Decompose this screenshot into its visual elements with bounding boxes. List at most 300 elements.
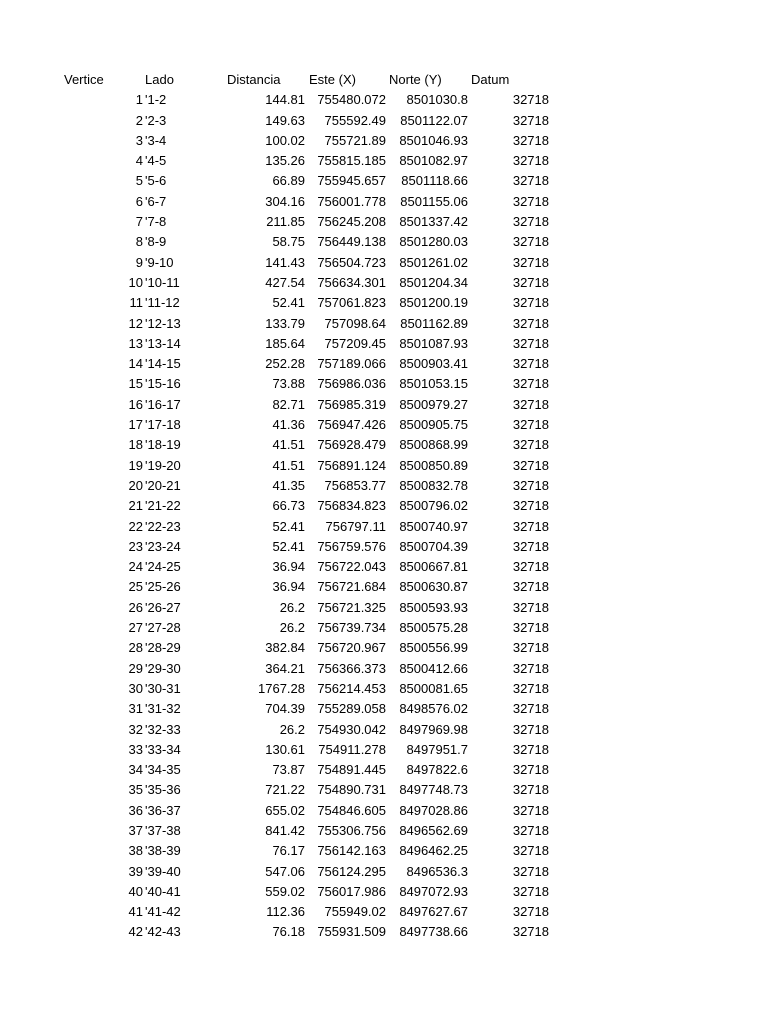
cell-norte: 8496462.25 xyxy=(399,843,468,859)
table-row xyxy=(0,354,768,374)
cell-norte: 8497028.86 xyxy=(399,802,468,818)
cell-vertice: 34 xyxy=(128,762,143,778)
cell-este: 756017.986 xyxy=(317,883,386,899)
cell-vertice: 24 xyxy=(128,559,143,575)
cell-norte: 8501053.15 xyxy=(399,376,468,392)
cell-datum: 32718 xyxy=(512,214,549,230)
cell-este: 756449.138 xyxy=(317,234,386,250)
table-row xyxy=(0,253,768,273)
cell-lado: '8-9 xyxy=(145,234,167,250)
cell-norte: 8500868.99 xyxy=(399,437,468,453)
cell-distancia: 141.43 xyxy=(265,254,305,270)
cell-distancia: 841.42 xyxy=(265,822,305,838)
cell-vertice: 28 xyxy=(128,640,143,656)
table-row xyxy=(0,618,768,638)
table-row xyxy=(0,111,768,131)
table-row xyxy=(0,841,768,861)
table-row xyxy=(0,476,768,496)
cell-distancia: 41.51 xyxy=(272,457,305,473)
cell-norte: 8501118.66 xyxy=(401,173,468,189)
cell-este: 756504.723 xyxy=(317,254,386,270)
cell-vertice: 22 xyxy=(128,518,143,534)
cell-datum: 32718 xyxy=(512,437,549,453)
cell-datum: 32718 xyxy=(512,518,549,534)
cell-vertice: 32 xyxy=(128,721,143,737)
header-datum: Datum xyxy=(471,72,510,87)
cell-norte: 8497748.73 xyxy=(399,782,468,798)
table-row xyxy=(0,902,768,922)
table-row xyxy=(0,435,768,455)
cell-datum: 32718 xyxy=(512,802,549,818)
cell-lado: '28-29 xyxy=(145,640,181,656)
cell-datum: 32718 xyxy=(512,579,549,595)
cell-este: 756366.373 xyxy=(317,660,386,676)
header-norte: Norte (Y) xyxy=(389,72,442,87)
cell-vertice: 37 xyxy=(128,822,143,838)
cell-este: 756722.043 xyxy=(317,559,386,575)
cell-este: 757189.066 xyxy=(317,356,386,372)
cell-este: 756928.479 xyxy=(317,437,386,453)
cell-norte: 8500796.02 xyxy=(399,498,468,514)
table-row xyxy=(0,577,768,597)
cell-norte: 8500630.87 xyxy=(399,579,468,595)
cell-datum: 32718 xyxy=(512,883,549,899)
table-row xyxy=(0,537,768,557)
cell-norte: 8501261.02 xyxy=(399,254,468,270)
cell-lado: '36-37 xyxy=(145,802,181,818)
cell-este: 756721.325 xyxy=(317,599,386,615)
cell-datum: 32718 xyxy=(512,640,549,656)
cell-norte: 8497951.7 xyxy=(406,741,468,757)
cell-lado: '18-19 xyxy=(145,437,181,453)
cell-distancia: 304.16 xyxy=(265,193,305,209)
cell-lado: '22-23 xyxy=(145,518,181,534)
cell-datum: 32718 xyxy=(512,599,549,615)
cell-distancia: 36.94 xyxy=(272,559,305,575)
cell-lado: '1-2 xyxy=(145,92,167,108)
header-este: Este (X) xyxy=(309,72,356,87)
coordinates-table xyxy=(0,70,768,943)
cell-datum: 32718 xyxy=(512,741,549,757)
cell-vertice: 42 xyxy=(128,924,143,940)
cell-norte: 8500556.99 xyxy=(399,640,468,656)
cell-vertice: 40 xyxy=(128,883,143,899)
cell-norte: 8500081.65 xyxy=(399,680,468,696)
cell-distancia: 58.75 xyxy=(272,234,305,250)
cell-este: 756245.208 xyxy=(317,214,386,230)
cell-este: 756720.967 xyxy=(317,640,386,656)
table-row xyxy=(0,659,768,679)
cell-distancia: 655.02 xyxy=(265,802,305,818)
cell-vertice: 3 xyxy=(135,132,143,148)
cell-datum: 32718 xyxy=(512,356,549,372)
cell-datum: 32718 xyxy=(512,762,549,778)
cell-datum: 32718 xyxy=(512,254,549,270)
cell-distancia: 52.41 xyxy=(272,295,305,311)
cell-distancia: 66.73 xyxy=(272,498,305,514)
cell-vertice: 18 xyxy=(128,437,143,453)
cell-este: 755815.185 xyxy=(317,153,386,169)
table-row xyxy=(0,334,768,354)
table-row xyxy=(0,293,768,313)
cell-norte: 8498576.02 xyxy=(399,701,468,717)
cell-este: 755306.756 xyxy=(317,822,386,838)
cell-distancia: 144.81 xyxy=(265,92,305,108)
cell-norte: 8496562.69 xyxy=(399,822,468,838)
cell-vertice: 10 xyxy=(128,274,143,290)
cell-lado: '10-11 xyxy=(145,274,180,290)
cell-lado: '12-13 xyxy=(145,315,181,331)
cell-vertice: 36 xyxy=(128,802,143,818)
cell-este: 756739.734 xyxy=(317,620,386,636)
cell-lado: '27-28 xyxy=(145,620,181,636)
table-row xyxy=(0,131,768,151)
cell-este: 755949.02 xyxy=(324,904,386,920)
cell-este: 754890.731 xyxy=(317,782,386,798)
cell-norte: 8501204.34 xyxy=(399,274,468,290)
cell-vertice: 33 xyxy=(128,741,143,757)
cell-lado: '6-7 xyxy=(145,193,167,209)
cell-este: 756721.684 xyxy=(317,579,386,595)
table-row xyxy=(0,90,768,110)
cell-norte: 8501155.06 xyxy=(400,193,468,209)
cell-datum: 32718 xyxy=(512,112,549,128)
cell-vertice: 14 xyxy=(128,356,143,372)
cell-vertice: 23 xyxy=(128,538,143,554)
cell-distancia: 41.36 xyxy=(272,417,305,433)
header-vertice: Vertice xyxy=(64,72,104,87)
table-row xyxy=(0,679,768,699)
cell-este: 754846.605 xyxy=(317,802,386,818)
cell-lado: '7-8 xyxy=(145,214,167,230)
cell-norte: 8496536.3 xyxy=(406,863,468,879)
cell-norte: 8500740.97 xyxy=(399,518,468,534)
header-lado: Lado xyxy=(145,72,174,87)
cell-distancia: 100.02 xyxy=(265,132,305,148)
cell-lado: '34-35 xyxy=(145,762,181,778)
table-row xyxy=(0,699,768,719)
cell-norte: 8500850.89 xyxy=(399,457,468,473)
cell-lado: '40-41 xyxy=(145,883,181,899)
cell-datum: 32718 xyxy=(512,396,549,412)
table-row xyxy=(0,171,768,191)
cell-distancia: 211.85 xyxy=(266,214,305,230)
cell-distancia: 82.71 xyxy=(272,396,305,412)
cell-datum: 32718 xyxy=(512,315,549,331)
cell-distancia: 73.88 xyxy=(272,376,305,392)
table-row xyxy=(0,801,768,821)
cell-lado: '15-16 xyxy=(145,376,181,392)
cell-lado: '39-40 xyxy=(145,863,181,879)
table-body xyxy=(0,90,768,942)
table-row xyxy=(0,882,768,902)
table-row xyxy=(0,232,768,252)
cell-datum: 32718 xyxy=(512,173,549,189)
cell-lado: '38-39 xyxy=(145,843,181,859)
cell-este: 755721.89 xyxy=(324,132,386,148)
cell-este: 756797.11 xyxy=(325,518,386,534)
cell-este: 756634.301 xyxy=(317,274,386,290)
cell-lado: '14-15 xyxy=(145,356,181,372)
cell-norte: 8501030.8 xyxy=(406,92,468,108)
cell-datum: 32718 xyxy=(512,863,549,879)
cell-norte: 8500704.39 xyxy=(399,538,468,554)
cell-este: 756834.823 xyxy=(317,498,386,514)
cell-lado: '3-4 xyxy=(145,132,167,148)
cell-datum: 32718 xyxy=(512,538,549,554)
cell-distancia: 130.61 xyxy=(265,741,305,757)
table-row xyxy=(0,760,768,780)
cell-datum: 32718 xyxy=(512,843,549,859)
cell-lado: '16-17 xyxy=(145,396,181,412)
cell-este: 757098.64 xyxy=(324,315,386,331)
cell-distancia: 547.06 xyxy=(265,863,305,879)
cell-este: 755480.072 xyxy=(317,92,386,108)
cell-datum: 32718 xyxy=(512,417,549,433)
cell-lado: '17-18 xyxy=(145,417,181,433)
cell-distancia: 559.02 xyxy=(265,883,305,899)
cell-este: 755931.509 xyxy=(317,924,386,940)
cell-este: 756853.77 xyxy=(324,477,386,493)
cell-norte: 8501082.97 xyxy=(399,153,468,169)
cell-este: 756214.453 xyxy=(317,680,386,696)
cell-este: 756142.163 xyxy=(317,843,386,859)
cell-vertice: 17 xyxy=(128,417,143,433)
table-row xyxy=(0,922,768,942)
cell-lado: '37-38 xyxy=(145,822,181,838)
cell-lado: '29-30 xyxy=(145,660,181,676)
cell-datum: 32718 xyxy=(512,680,549,696)
cell-este: 754911.278 xyxy=(318,741,386,757)
cell-vertice: 12 xyxy=(128,315,143,331)
cell-datum: 32718 xyxy=(512,132,549,148)
cell-este: 757209.45 xyxy=(324,335,386,351)
cell-norte: 8501200.19 xyxy=(399,295,468,311)
table-row xyxy=(0,598,768,618)
cell-lado: '33-34 xyxy=(145,741,181,757)
cell-lado: '13-14 xyxy=(145,335,181,351)
cell-este: 755289.058 xyxy=(317,701,386,717)
cell-datum: 32718 xyxy=(512,660,549,676)
cell-este: 756947.426 xyxy=(317,417,386,433)
cell-lado: '23-24 xyxy=(145,538,181,554)
cell-este: 756986.036 xyxy=(317,376,386,392)
cell-norte: 8500979.27 xyxy=(399,396,468,412)
cell-datum: 32718 xyxy=(512,904,549,920)
cell-datum: 32718 xyxy=(512,193,549,209)
cell-vertice: 11 xyxy=(129,295,143,311)
cell-norte: 8501337.42 xyxy=(399,214,468,230)
cell-vertice: 13 xyxy=(128,335,143,351)
cell-este: 756001.778 xyxy=(317,193,386,209)
table-row xyxy=(0,638,768,658)
cell-distancia: 73.87 xyxy=(272,762,305,778)
cell-este: 757061.823 xyxy=(317,295,386,311)
cell-distancia: 1767.28 xyxy=(258,680,305,696)
cell-lado: '19-20 xyxy=(145,457,181,473)
cell-norte: 8500832.78 xyxy=(399,477,468,493)
cell-norte: 8500412.66 xyxy=(399,660,468,676)
cell-lado: '9-10 xyxy=(145,254,174,270)
cell-vertice: 7 xyxy=(135,214,143,230)
table-row xyxy=(0,720,768,740)
cell-distancia: 41.35 xyxy=(272,477,305,493)
cell-vertice: 39 xyxy=(128,863,143,879)
cell-lado: '21-22 xyxy=(145,498,181,514)
cell-datum: 32718 xyxy=(512,620,549,636)
cell-vertice: 35 xyxy=(128,782,143,798)
cell-norte: 8497822.6 xyxy=(406,762,468,778)
header-row xyxy=(0,70,768,90)
cell-vertice: 21 xyxy=(128,498,143,514)
cell-norte: 8497738.66 xyxy=(399,924,468,940)
cell-vertice: 38 xyxy=(128,843,143,859)
cell-lado: '41-42 xyxy=(145,904,181,920)
table-row xyxy=(0,395,768,415)
cell-vertice: 27 xyxy=(128,620,143,636)
cell-datum: 32718 xyxy=(512,274,549,290)
cell-datum: 32718 xyxy=(512,335,549,351)
table-row xyxy=(0,517,768,537)
cell-este: 755592.49 xyxy=(324,112,386,128)
cell-vertice: 19 xyxy=(128,457,143,473)
cell-datum: 32718 xyxy=(512,92,549,108)
table-row xyxy=(0,557,768,577)
cell-norte: 8497969.98 xyxy=(399,721,468,737)
cell-lado: '4-5 xyxy=(145,153,167,169)
cell-norte: 8500905.75 xyxy=(399,417,468,433)
cell-vertice: 1 xyxy=(135,92,143,108)
table-row xyxy=(0,273,768,293)
table-row xyxy=(0,780,768,800)
cell-norte: 8501280.03 xyxy=(399,234,468,250)
table-row xyxy=(0,740,768,760)
cell-vertice: 5 xyxy=(135,173,143,189)
cell-este: 755945.657 xyxy=(317,173,386,189)
cell-lado: '11-12 xyxy=(145,295,180,311)
cell-este: 756124.295 xyxy=(317,863,386,879)
cell-vertice: 29 xyxy=(128,660,143,676)
cell-vertice: 6 xyxy=(135,193,143,209)
cell-lado: '24-25 xyxy=(145,559,181,575)
cell-este: 754891.445 xyxy=(317,762,386,778)
cell-datum: 32718 xyxy=(512,153,549,169)
cell-lado: '2-3 xyxy=(145,112,167,128)
cell-este: 756891.124 xyxy=(317,457,386,473)
cell-datum: 32718 xyxy=(512,721,549,737)
cell-vertice: 8 xyxy=(135,234,143,250)
table-row xyxy=(0,456,768,476)
cell-distancia: 41.51 xyxy=(272,437,305,453)
cell-lado: '30-31 xyxy=(145,680,181,696)
table-row xyxy=(0,151,768,171)
cell-distancia: 26.2 xyxy=(279,721,305,737)
cell-datum: 32718 xyxy=(512,782,549,798)
cell-vertice: 16 xyxy=(128,396,143,412)
cell-datum: 32718 xyxy=(512,457,549,473)
cell-distancia: 133.79 xyxy=(265,315,305,331)
cell-datum: 32718 xyxy=(512,295,549,311)
cell-norte: 8500667.81 xyxy=(399,559,468,575)
cell-distancia: 149.63 xyxy=(265,112,305,128)
cell-distancia: 76.17 xyxy=(272,843,305,859)
cell-norte: 8500593.93 xyxy=(399,599,468,615)
header-distancia: Distancia xyxy=(227,72,281,87)
cell-lado: '32-33 xyxy=(145,721,181,737)
cell-este: 756985.319 xyxy=(317,396,386,412)
cell-norte: 8500903.41 xyxy=(399,356,468,372)
table-row xyxy=(0,862,768,882)
cell-norte: 8500575.28 xyxy=(399,620,468,636)
cell-norte: 8501162.89 xyxy=(400,315,468,331)
cell-lado: '25-26 xyxy=(145,579,181,595)
table-row xyxy=(0,314,768,334)
cell-distancia: 26.2 xyxy=(279,599,305,615)
cell-lado: '5-6 xyxy=(145,173,167,189)
cell-norte: 8497627.67 xyxy=(399,904,468,920)
cell-vertice: 9 xyxy=(135,254,143,270)
cell-norte: 8501122.07 xyxy=(400,112,468,128)
cell-vertice: 41 xyxy=(128,904,143,920)
table-row xyxy=(0,374,768,394)
cell-vertice: 25 xyxy=(128,579,143,595)
cell-lado: '20-21 xyxy=(145,477,181,493)
cell-vertice: 30 xyxy=(128,680,143,696)
table-row xyxy=(0,212,768,232)
cell-distancia: 52.41 xyxy=(272,538,305,554)
cell-distancia: 26.2 xyxy=(279,620,305,636)
cell-distancia: 112.36 xyxy=(266,904,305,920)
cell-datum: 32718 xyxy=(512,924,549,940)
cell-este: 756759.576 xyxy=(317,538,386,554)
cell-distancia: 704.39 xyxy=(265,701,305,717)
cell-lado: '31-32 xyxy=(145,701,181,717)
cell-datum: 32718 xyxy=(512,498,549,514)
cell-vertice: 26 xyxy=(128,599,143,615)
cell-vertice: 15 xyxy=(128,376,143,392)
cell-datum: 32718 xyxy=(512,234,549,250)
cell-datum: 32718 xyxy=(512,376,549,392)
cell-datum: 32718 xyxy=(512,559,549,575)
cell-distancia: 252.28 xyxy=(265,356,305,372)
cell-distancia: 135.26 xyxy=(265,153,305,169)
cell-datum: 32718 xyxy=(512,822,549,838)
cell-vertice: 4 xyxy=(135,153,143,169)
cell-distancia: 52.41 xyxy=(272,518,305,534)
cell-distancia: 66.89 xyxy=(272,173,305,189)
cell-datum: 32718 xyxy=(512,477,549,493)
cell-datum: 32718 xyxy=(512,701,549,717)
cell-distancia: 36.94 xyxy=(272,579,305,595)
cell-norte: 8501046.93 xyxy=(399,132,468,148)
table-row xyxy=(0,821,768,841)
cell-lado: '26-27 xyxy=(145,599,181,615)
cell-distancia: 185.64 xyxy=(265,335,305,351)
cell-distancia: 364.21 xyxy=(265,660,305,676)
cell-distancia: 427.54 xyxy=(265,274,305,290)
cell-vertice: 2 xyxy=(135,112,143,128)
cell-distancia: 382.84 xyxy=(265,640,305,656)
cell-distancia: 721.22 xyxy=(265,782,305,798)
cell-este: 754930.042 xyxy=(317,721,386,737)
cell-vertice: 20 xyxy=(128,477,143,493)
table-row xyxy=(0,415,768,435)
cell-lado: '42-43 xyxy=(145,924,181,940)
cell-lado: '35-36 xyxy=(145,782,181,798)
cell-distancia: 76.18 xyxy=(272,924,305,940)
cell-norte: 8497072.93 xyxy=(399,883,468,899)
table-row xyxy=(0,496,768,516)
